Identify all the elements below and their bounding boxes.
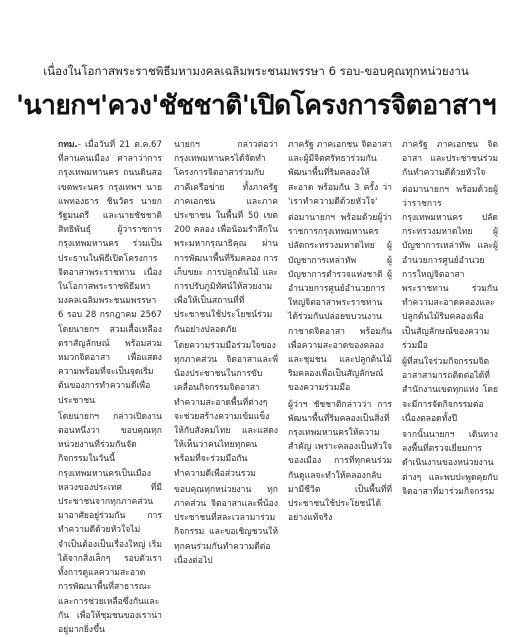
dateline: กทม. <box>58 140 78 150</box>
article-paragraph: จากนั้นนายกฯ เดินทางลงพื้นที่ตรวจเยี่ยมการดำเนินงานของหน่วยงานต่างๆ และพบปะพูดคุยกับจิตอาสาที่มาร่วมกิจกรรม <box>402 430 498 497</box>
paragraph-text: - เมื่อวันที่ 21 ต.ค.67 ที่ลานคนเมือง ศาลาว่าการกรุงเทพมหานคร ถนนดินสอ เขตพระนคร กรุงเทพฯ นายแพทองธาร ชินวัตร นายกรัฐมนตรี และนายชัชชาติ สิทธิพันธุ์ ผู้ว่าราชการกรุงเทพมหานคร ร่วมเป็นประธานในพิธีเปิดโครงการจิตอาสาพระราชทาน เนื่องในโอกาสพระราชพิธีมหามงคลเฉลิมพระชนมพรรษา 6 รอบ 28 กรกฎาคม 2567 โดยนายกฯ สวมเสื้อเหลืองตราสัญลักษณ์ พร้อมสวมหมวกจิตอาสา เพื่อแสดงความพร้อมที่จะเป็นจุดเริ่มต้นของการทำความดีเพื่อประชาชน <box>58 140 162 406</box>
article-headline: 'นายกฯ'ควง'ชัชชาติ'เปิดโครงการจิตอาสาฯ <box>16 90 496 121</box>
article-column-2 <box>174 138 279 566</box>
article-column-4 <box>402 138 498 512</box>
article-paragraph: ผู้ที่สนใจร่วมกิจกรรมจิตอาสาสามารถติดต่อได้ที่สำนักงานเขตทุกแห่ง โดยจะมีการจัดกิจกรรมต่อเนื่องตลอดทั้งปี <box>402 357 498 424</box>
article-column-3 <box>288 138 392 524</box>
article-column-1 <box>58 138 162 635</box>
article-paragraph: ขอบคุณทุกหน่วยงาน ทุกภาคส่วน จิตอาสาและพี่น้องประชาชนที่สละเวลามาร่วมกิจกรรม และขอเชิญชวนให้ทุกคนร่วมกันทำความดีต่อเนื่องต่อไป <box>174 484 278 566</box>
article-paragraph: ต่อมานายกฯ พร้อมด้วยผู้ว่าราชการกรุงเทพมหานคร ปลัดกระทรวงมหาดไทย ผู้บัญชาการเหล่าทัพ ผู้บัญชาการตำรวจแห่งชาติ ผู้อำนวยการศูนย์อำนวยการใหญ่จิตอาสาพระราชทาน ได้ร่วมกันปล่อยขบวนงานกาชาดจิตอาสา พร้อมกันเพื่อความสะอาดของคลองและชุมชน และปลูกต้นไม้ริมคลองเพื่อเป็นสัญลักษณ์ของความร่วมมือ <box>288 213 392 394</box>
article-paragraph <box>58 138 162 408</box>
article-paragraph: นายกฯ กล่าวต่อว่า กรุงเทพมหานครได้จัดทำโครงการจิตอาสาร่วมกับภาคีเครือข่าย ทั้งภาครัฐ ภาคเอกชน และภาคประชาชน ในพื้นที่ 50 เขต 200 คลอง เพื่อน้อมรำลึกในพระมหากรุณาธิคุณ ผ่านการพัฒนาพื้นที่ริมคลอง การเก็บขยะ การปลูกต้นไม้ และการปรับภูมิทัศน์ให้สวยงาม เพื่อให้เป็นสถานที่ที่ประชาชนใช้ประโยชน์ร่วมกันอย่างปลอดภัย <box>174 140 279 335</box>
article-paragraph: ต่อมานายกฯ พร้อมด้วยผู้ว่าราชการกรุงเทพมหานคร ปลัดกระทรวงมหาดไทย ผู้บัญชาการเหล่าทัพ และผู้อำนวยการศูนย์อำนวยการใหญ่จิตอาสาพระราชทาน ร่วมกันทำความสะอาดคลองและปลูกต้นไม้ริมคลองเพื่อเป็นสัญลักษณ์ของความร่วมมือ <box>402 184 498 351</box>
article-paragraph: ผู้ว่าฯ ชัชชาติกล่าวว่า การพัฒนาพื้นที่ริมคลองเป็นสิ่งที่กรุงเทพมหานครให้ความสำคัญ เพราะคลองเป็นหัวใจของเมือง การที่ทุกคนร่วมกันดูแลจะทำให้คลองกลับมามีชีวิต เป็นพื้นที่ที่ประชาชนใช้ประโยชน์ได้อย่างแท้จริง <box>288 399 392 524</box>
article-paragraph: ภาครัฐ ภาคเอกชน จิตอาสา และประชาชนร่วมกันทำความดีด้วยหัวใจ <box>402 140 498 179</box>
article-paragraph: โดยนายกฯ กล่าวเปิดงานตอนหนึ่งว่า ขอบคุณทุกหน่วยงานที่ร่วมกันจัดกิจกรรมในวันนี้ กรุงเทพมหานครเป็นเมืองหลวงของประเทศ ที่มีประชาชนจากทุกภาคส่วนมาอาศัยอยู่ร่วมกัน การทำความดีด้วยหัวใจไม่จำเป็นต้องเป็นเรื่องใหญ่ เริ่มได้จากสิ่งเล็กๆ รอบตัวเรา ทั้งการดูแลความสะอาด การพัฒนาพื้นที่สาธารณะ และการช่วยเหลือซึ่งกันและกัน เพื่อให้ชุมชนของเราน่าอยู่มากยิ่งขึ้น <box>58 411 162 635</box>
article-kicker: เนื่องในโอกาสพระราชพิธีมหามงคลเฉลิมพระชนมพรรษา 6 รอบ-ขอบคุณทุกหน่วยงาน <box>43 64 469 78</box>
article-paragraph: โดยความร่วมมือร่วมใจของทุกภาคส่วน จิตอาสาและพี่น้องประชาชนในการขับเคลื่อนกิจกรรมจิตอาสาทำความสะอาดพื้นที่ต่างๆ จะช่วยสร้างความเข้มแข็งให้กับสังคมไทย และแสดงให้เห็นว่าคนไทยทุกคนพร้อมที่จะร่วมมือกันทำความดีเพื่อส่วนรวม <box>174 340 278 479</box>
article-paragraph: ภาครัฐ ภาคเอกชน จิตอาสา และผู้มีจิตศรัทธาร่วมกันพัฒนาพื้นที่ริมคลองให้สะอาด พร้อมกัน 3 ครั้ง ว่า 'เราทำความดีด้วยหัวใจ' <box>288 140 392 207</box>
